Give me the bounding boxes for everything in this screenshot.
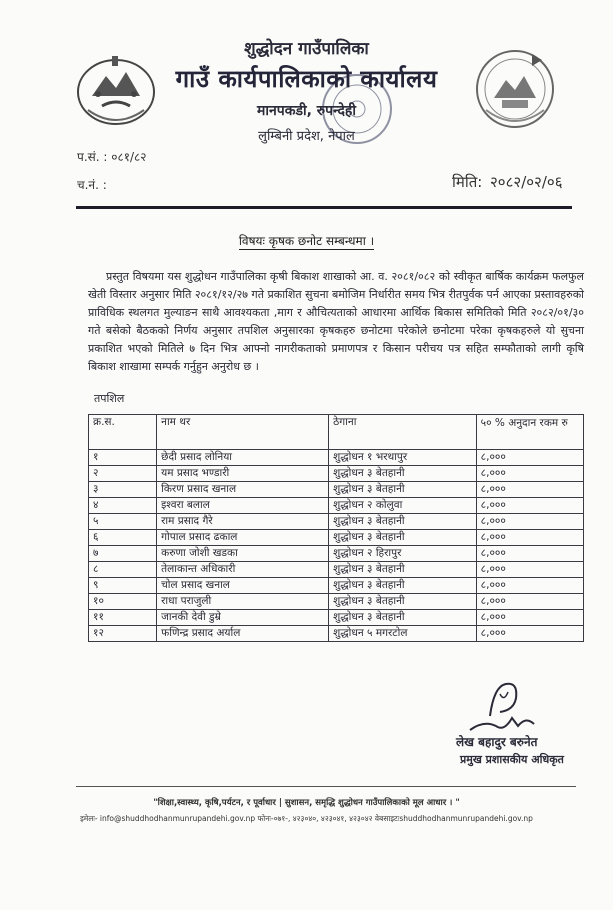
cell-address: शुद्धोधन ३ बेतहानी (329, 562, 476, 578)
table-row (89, 546, 584, 562)
cell-amount: ८,००० (476, 514, 583, 530)
footer-divider (76, 786, 576, 787)
cell-serial: ३ (89, 482, 157, 498)
cell-amount: ८,००० (476, 450, 583, 466)
cell-serial: ९ (89, 578, 157, 594)
footer-contact: इमेलः- info@shuddhodhanmunrupandehi.gov.np फोनः-०७१-, ४२३०४०, ४२३०४१, ४२३०४२ वेबसाइटःshuddhodhanmunrupandehi.gov.np (80, 814, 533, 823)
header-divider (76, 206, 572, 209)
table-row (89, 466, 584, 482)
cell-address: शुद्धोधन ३ बेतहानी (329, 594, 476, 610)
signatory-title: प्रमुख प्रशासकीय अधिकृत (460, 753, 564, 766)
cell-serial: ५ (89, 514, 157, 530)
dispatch-number: च.नं. : (77, 178, 107, 192)
table-row (89, 530, 584, 546)
cell-address: शुद्धोधन १ भरथापुर (329, 450, 476, 466)
cell-amount: ८,००० (476, 546, 583, 562)
cell-address: शुद्धोधन २ कोलुवा (329, 498, 476, 514)
cell-amount: ८,००० (476, 626, 583, 642)
cell-address: शुद्धोधन ३ बेतहानी (329, 610, 476, 626)
cell-address: शुद्धोधन ३ बेतहानी (329, 578, 476, 594)
cell-amount: ८,००० (476, 594, 583, 610)
cell-name: छेदी प्रसाद लोनिया (157, 450, 329, 466)
col-header-serial: क्र.स. (89, 415, 157, 450)
header-province: लुम्बिनी प्रदेश, नेपाल (258, 129, 355, 144)
cell-name: किरण प्रसाद खनाल (157, 482, 329, 498)
letter-subject: विषयः कृषक छनोट सम्बन्धमा । (238, 234, 375, 248)
cell-serial: ४ (89, 498, 157, 514)
cell-name: फणिन्द्र प्रसाद अर्याल (157, 626, 329, 642)
cell-name: करुणा जोशी खडका (157, 546, 329, 562)
table-row (89, 498, 584, 514)
footer-motto: "शिक्षा,स्वास्थ्य, कृषि,पर्यटन, र पूर्वाधार | सुशासन, समृद्धि शुद्धोधन गाउँपालिकाको मूल आधार । " (153, 798, 460, 808)
cell-serial: ८ (89, 562, 157, 578)
header-municipality-name: शुद्धोदन गाउँपालिका (244, 39, 369, 59)
cell-serial: १ (89, 450, 157, 466)
signatory-name: लेख बहादुर बरुनेत (456, 735, 538, 749)
cell-name: इश्वरा बलाल (157, 498, 329, 514)
cell-address: शुद्धोधन ३ बेतहानी (329, 530, 476, 546)
cell-name: गोपाल प्रसाद ढकाल (157, 530, 329, 546)
cell-amount: ८,००० (476, 610, 583, 626)
cell-amount: ८,००० (476, 578, 583, 594)
table-row (89, 450, 584, 466)
col-header-name: नाम थर (157, 415, 329, 450)
cell-address: शुद्धोधन ३ बेतहानी (329, 482, 476, 498)
table-row (89, 594, 584, 610)
cell-name: राधा पराजुली (157, 594, 329, 610)
cell-name: यम प्रसाद भण्डारी (157, 466, 329, 482)
cell-address: शुद्धोधन ३ बेतहानी (329, 514, 476, 530)
cell-name: राम प्रसाद गैरे (157, 514, 329, 530)
cell-address: शुद्धोधन ५ मगरटोल (329, 626, 476, 642)
header-office-name: गाउँ कार्यपालिकाको कार्यालय (175, 65, 438, 93)
details-label: तपशिल (94, 392, 125, 405)
table-row (89, 626, 584, 642)
cell-name: जानकी देवी डुम्रे (157, 610, 329, 626)
letter-body: प्रस्तुत विषयमा यस शुद्धोधन गाउँपालिका कृषी बिकाश शाखाको आ. व. २०८१/०८२ को स्वीकृत बार्षिक कार्यक्रम फलफुल खेती विस्तार अनुसार मिति २०८१/१२/२७ गते प्रकाशित सुचना बमोजिम निर्धारीत समय भित्र रीतपुर्वक पर्न आएका प्रस्तावहरुको प्राविधिक स्थलगत मुल्याङन साथै आवश्यकता ,माग र औचित्यताको आधारमा आर्थिक बिकास समितिको मिति २०८२/०१/३० गते बसेको बैठकको निर्णय अनुसार तपशिल अनुसारका कृषकहरु छनोटमा परेकोले छनोटमा परेका कृषकहरुले यो सुचना प्रकाशित भएको मितिले ७ दिन भित्र आफ्नो नागरीकताको प्रमाणपत्र र किसान परीचय पत्र सहित सम्फौताको लागी कृषि बिकाश शाखामा सम्पर्क गर्नुहुन अनुरोध छ । (88, 270, 584, 373)
cell-amount: ८,००० (476, 498, 583, 514)
table-body (89, 450, 584, 642)
cell-amount: ८,००० (476, 482, 583, 498)
date-label: मिति: (452, 173, 483, 191)
header-location: मानपकडी, रुपन्देही (257, 103, 356, 119)
table-row (89, 578, 584, 594)
cell-serial: ११ (89, 610, 157, 626)
cell-amount: ८,००० (476, 562, 583, 578)
table-row (89, 610, 584, 626)
cell-name: चोल प्रसाद खनाल (157, 578, 329, 594)
selected-farmers-table (88, 414, 584, 642)
cell-name: तेलाकान्त अधिकारी (157, 562, 329, 578)
table-row (89, 514, 584, 530)
col-header-address: ठेगाना (329, 415, 476, 450)
cell-address: शुद्धोधन ३ बेतहानी (329, 466, 476, 482)
cell-amount: ८,००० (476, 466, 583, 482)
cell-serial: १० (89, 594, 157, 610)
cell-amount: ८,००० (476, 530, 583, 546)
date-value: २०८२/०२/०६ (490, 173, 563, 191)
cell-serial: ७ (89, 546, 157, 562)
table-row (89, 482, 584, 498)
cell-address: शुद्धोधन २ हिरापुर (329, 546, 476, 562)
reference-number: प.सं. : ०८१/८२ (77, 150, 147, 164)
handwritten-signature (460, 676, 550, 736)
table-row (89, 562, 584, 578)
table-header-row (89, 415, 584, 450)
col-header-grant: ५० % अनुदान रकम रु (476, 415, 583, 450)
cell-serial: ६ (89, 530, 157, 546)
cell-serial: १२ (89, 626, 157, 642)
cell-serial: २ (89, 466, 157, 482)
